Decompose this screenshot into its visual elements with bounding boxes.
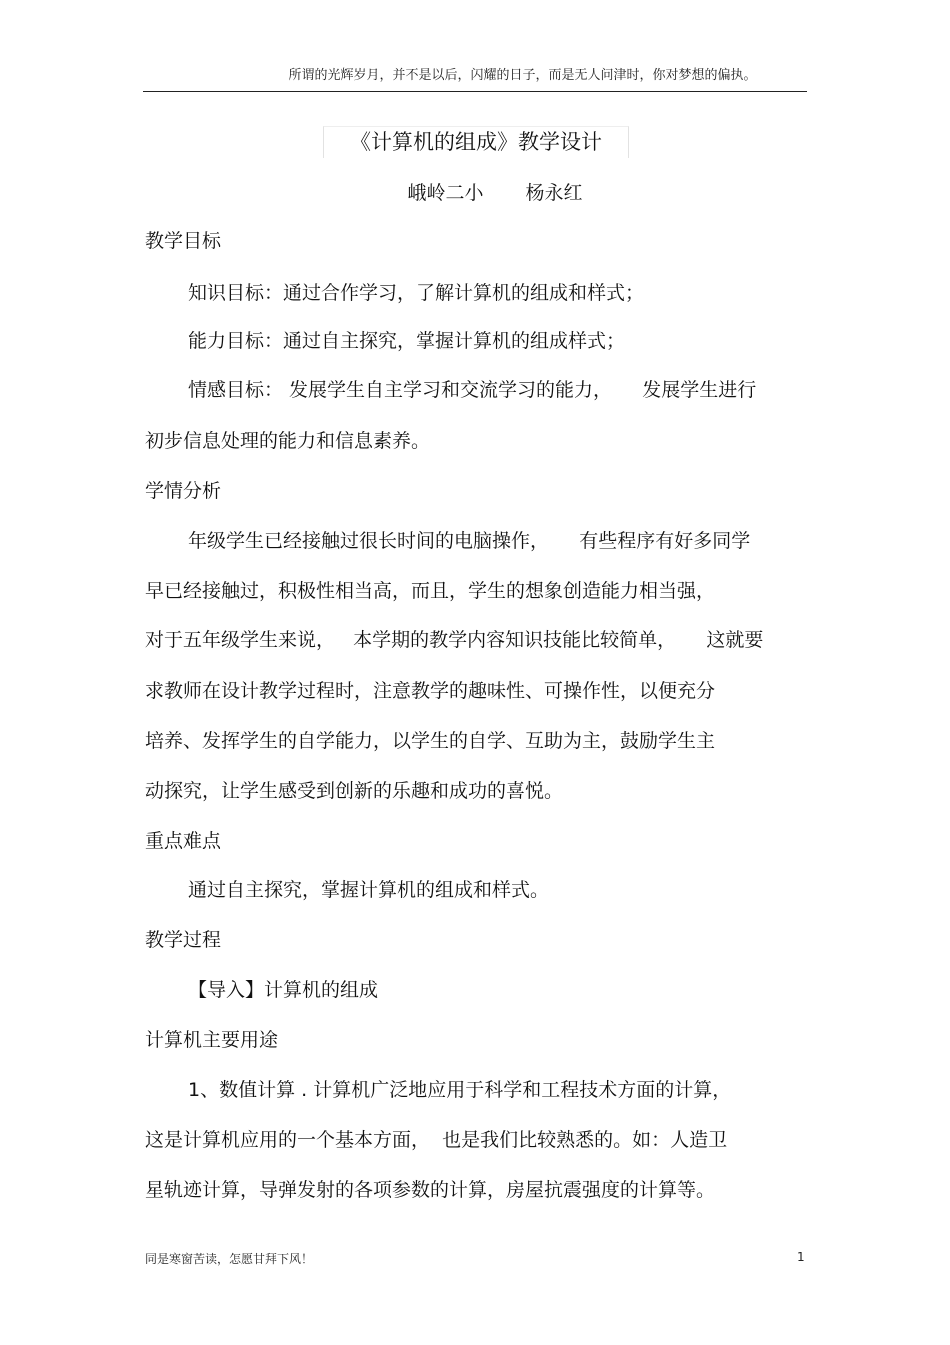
body-line: 通过自主探究，掌握计算机的组成和样式。 — [188, 879, 550, 901]
document-title: 《计算机的组成》教学设计 — [323, 126, 629, 158]
body-line: 学情分析 — [145, 480, 222, 502]
footer-motto: 同是寒窗苦读，怎愿甘拜下风！ — [145, 1252, 314, 1266]
body-line: 教学过程 — [145, 929, 222, 951]
body-line: 动探究，让学生感受到创新的乐趣和成功的喜悦。 — [145, 780, 564, 802]
body-line: 能力目标：通过自主探究，掌握计算机的组成样式； — [188, 330, 626, 352]
body-line: 星轨迹计算，导弹发射的各项参数的计算，房屋抗震强度的计算等。 — [145, 1179, 716, 1201]
author-line — [0, 178, 950, 205]
body-line: 1、数值计算 . 计算机广泛地应用于科学和工程技术方面的计算， — [188, 1079, 732, 1101]
header-divider — [143, 91, 807, 92]
body-line: 重点难点 — [145, 830, 222, 852]
body-line: 情感目标： 发展学生自主学习和交流学习的能力， 发展学生进行 — [188, 379, 757, 401]
page-header-quote: 所谓的光辉岁月，并不是以后，闪耀的日子，而是无人问津时，你对梦想的偏执。 — [288, 68, 757, 83]
body-line: 知识目标：通过合作学习，了解计算机的组成和样式； — [188, 282, 645, 304]
body-line: 教学目标 — [145, 230, 222, 252]
author-school: 峨岭二小 — [407, 182, 484, 204]
body-line: 对于五年级学生来说， 本学期的教学内容知识技能比较简单， 这就要 — [145, 629, 764, 651]
body-line: 培养、发挥学生的自学能力，以学生的自学、互助为主，鼓励学生主 — [145, 730, 716, 752]
body-line: 【导入】计算机的组成 — [188, 979, 379, 1001]
body-line: 计算机主要用途 — [145, 1029, 279, 1051]
body-line: 求教师在设计教学过程时，注意教学的趣味性、可操作性，以便充分 — [145, 680, 716, 702]
body-line: 早已经接触过，积极性相当高，而且，学生的想象创造能力相当强， — [145, 580, 716, 602]
body-line: 这是计算机应用的一个基本方面， 也是我们比较熟悉的。如：人造卫 — [145, 1129, 728, 1151]
page-number: 1 — [797, 1250, 805, 1264]
author-name: 杨永红 — [525, 182, 583, 204]
body-line: 年级学生已经接触过很长时间的电脑操作， 有些程序有好多同学 — [188, 530, 751, 552]
body-line: 初步信息处理的能力和信息素养。 — [145, 430, 431, 452]
